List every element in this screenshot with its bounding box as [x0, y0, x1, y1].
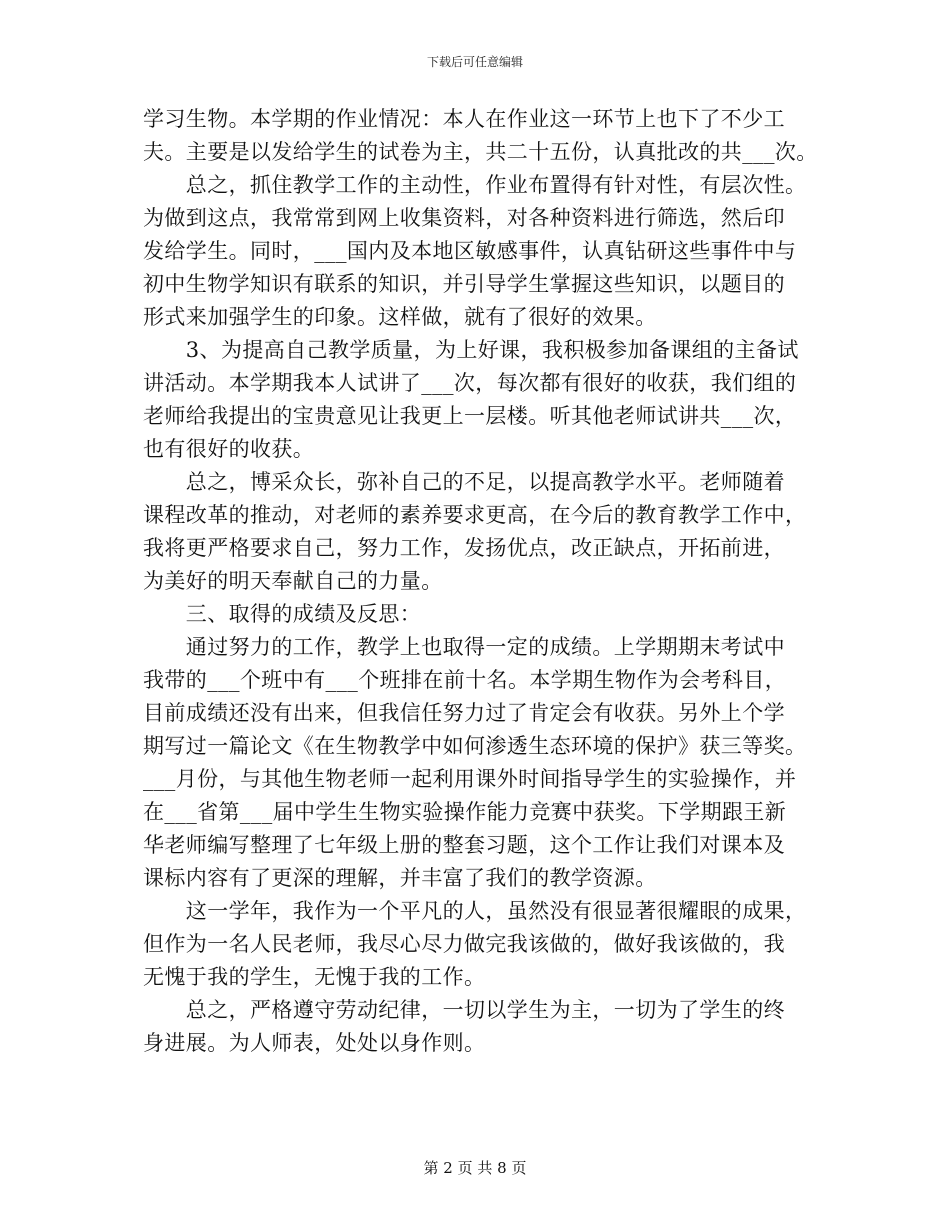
text-line: 身进展。为人师表，处处以身作则。: [143, 1031, 486, 1055]
text-line: 总之，严格遵守劳动纪律，一切以学生为主，一切为了学生的终: [143, 998, 785, 1022]
text-line: 目前成绩还没有出来，但我信任努力过了肯定会有收获。另外上个学: [143, 701, 785, 725]
text-line: 通过努力的工作，教学上也取得一定的成绩。上学期期末考试中: [143, 635, 785, 659]
text-line: 发给学生。同时，___国内及本地区敏感事件，认真钻研这些事件中与: [143, 239, 797, 263]
text-line: 总之，抓住教学工作的主动性，作业布置得有针对性，有层次性。: [143, 173, 807, 197]
text-line: 但作为一名人民老师，我尽心尽力做完我该做的，做好我该做的，我: [143, 932, 785, 956]
text-line: 也有很好的收获。: [143, 437, 315, 461]
text-line: 形式来加强学生的印象。这样做，就有了很好的效果。: [143, 305, 657, 329]
text-line: 为做到这点，我常常到网上收集资料，对各种资料进行筛选，然后印: [143, 206, 785, 230]
text-line: 学习生物。本学期的作业情况：本人在作业这一环节上也下了不少工: [143, 107, 785, 131]
page-header: 下载后可任意编辑: [426, 55, 523, 69]
text-line: ___月份，与其他生物老师一起利用课外时间指导学生的实验操作，并: [143, 767, 797, 791]
text-line: 华老师编写整理了七年级上册的整套习题，这个工作让我们对课本及: [143, 833, 785, 857]
text-line: 初中生物学知识有联系的知识，并引导学生掌握这些知识，以题目的: [143, 272, 785, 296]
document-body: [143, 103, 823, 1060]
text-line: 这一学年，我作为一个平凡的人，虽然没有很显著很耀眼的成果，: [143, 899, 807, 923]
text-line: 在___省第___届中学生生物实验操作能力竞赛中获奖。下学期跟王新: [143, 800, 787, 824]
text-line: 无愧于我的学生，无愧于我的工作。: [143, 965, 486, 989]
text-line: 总之，博采众长，弥补自己的不足，以提高教学水平。老师随着: [143, 470, 785, 494]
text-line: 课标内容有了更深的理解，并丰富了我们的教学资源。: [143, 866, 657, 890]
text-line: 讲活动。本学期我本人试讲了___次，每次都有很好的收获，我们组的: [143, 371, 797, 395]
text-line: 老师给我提出的宝贵意见让我更上一层楼。听其他老师试讲共___次，: [143, 404, 797, 428]
text-line: 我将更严格要求自己，努力工作，发扬优点，改正缺点，开拓前进，: [143, 536, 785, 560]
text-line: 夫。主要是以发给学生的试卷为主，共二十五份，认真批改的共___次。: [143, 140, 818, 164]
text-line: 三、取得的成绩及反思：: [143, 602, 422, 626]
page-footer: 第 2 页 共 8 页: [423, 1159, 527, 1177]
text-line: 为美好的明天奉献自己的力量。: [143, 569, 443, 593]
text-line: 3、为提高自己教学质量，为上好课，我积极参加备课组的主备试: [143, 338, 799, 362]
text-line: 期写过一篇论文《在生物教学中如何渗透生态环境的保护》获三等奖。: [143, 734, 807, 758]
text-line: 课程改革的推动，对老师的素养要求更高，在今后的教育教学工作中，: [143, 503, 807, 527]
text-line: 我带的___个班中有___个班排在前十名。本学期生物作为会考科目，: [143, 668, 787, 692]
